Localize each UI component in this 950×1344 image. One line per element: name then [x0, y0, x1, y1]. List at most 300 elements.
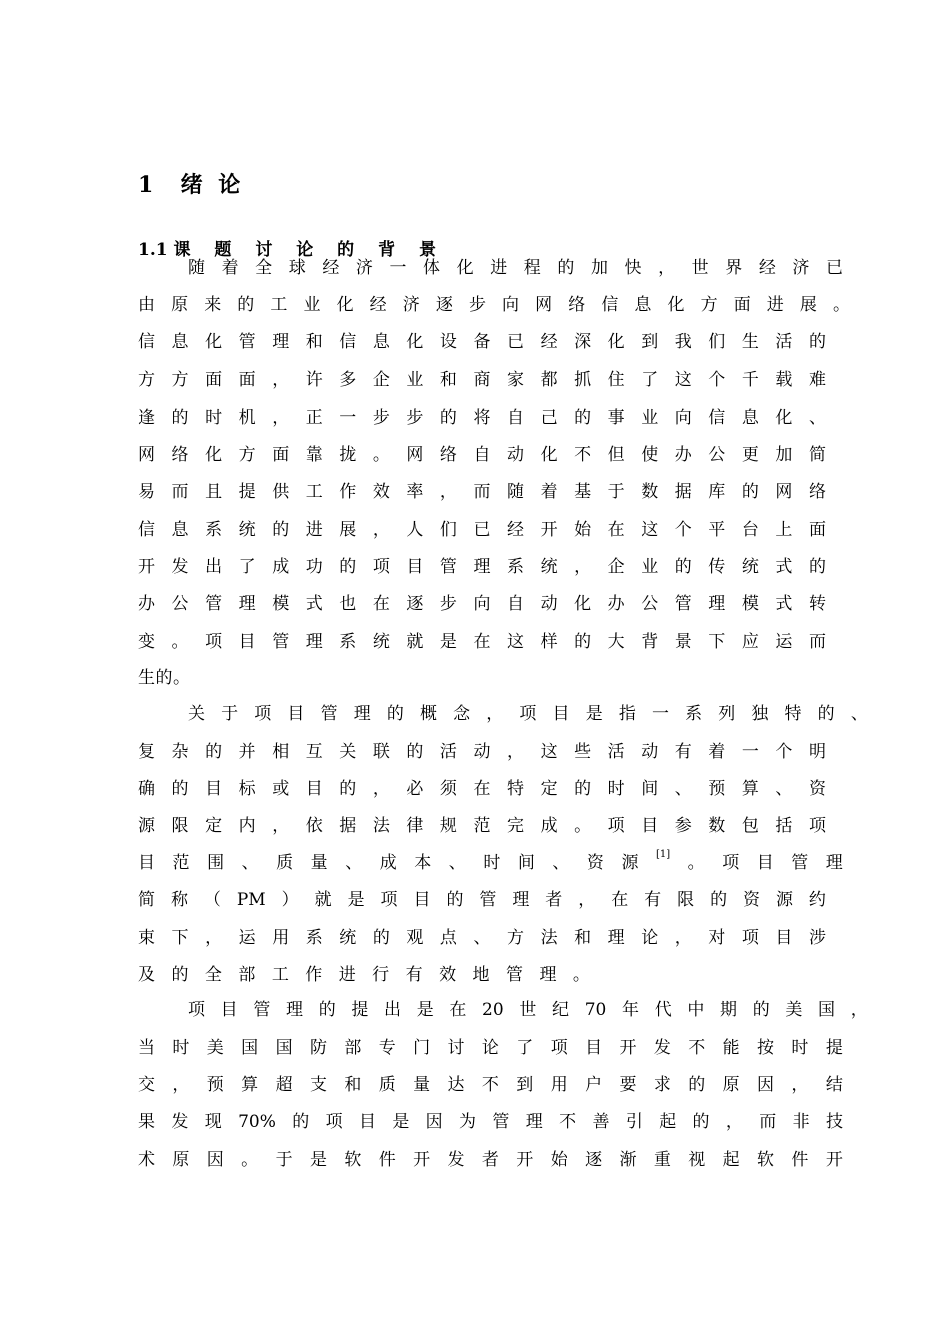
glyph: 有	[405, 965, 423, 985]
glyph: 目	[238, 632, 256, 652]
glyph: 是	[392, 1112, 410, 1132]
glyph: 、	[808, 408, 826, 428]
glyph: 景	[674, 632, 692, 652]
glyph: 管	[272, 632, 290, 652]
glyph: 依	[305, 816, 323, 836]
glyph: 进	[766, 295, 784, 315]
glyph: 中	[687, 1000, 705, 1020]
glyph: 、	[674, 779, 692, 799]
glyph: 且	[205, 482, 223, 502]
glyph: 信	[601, 295, 619, 315]
glyph: 国	[818, 1000, 836, 1020]
glyph: 下	[171, 928, 189, 948]
glyph: 杂	[171, 742, 189, 762]
glyph: 支	[309, 1075, 327, 1095]
glyph: 网	[535, 295, 553, 315]
glyph: 方	[138, 370, 155, 390]
glyph: ，	[272, 408, 290, 428]
glyph: 管	[439, 557, 457, 577]
glyph: 的	[155, 668, 173, 688]
glyph: 工	[270, 295, 288, 315]
glyph: 系	[339, 632, 357, 652]
glyph: 动	[473, 742, 491, 762]
glyph: 提	[825, 1038, 843, 1058]
glyph: 深	[574, 332, 592, 352]
glyph: 、	[448, 853, 466, 873]
glyph: 设	[439, 332, 457, 352]
glyph: 一	[339, 408, 357, 428]
glyph: ，	[574, 557, 592, 577]
glyph: 进	[338, 965, 356, 985]
glyph: 化	[406, 332, 424, 352]
glyph: 规	[439, 816, 457, 836]
glyph: 出	[205, 557, 223, 577]
glyph: ，	[439, 482, 457, 502]
glyph: 变	[138, 632, 155, 652]
glyph: 信	[138, 520, 155, 540]
glyph: 开	[825, 1150, 843, 1170]
text-line	[138, 848, 843, 878]
glyph: 于	[275, 1150, 293, 1170]
glyph: 网	[406, 445, 424, 465]
glyph: 管	[205, 594, 223, 614]
glyph: 理	[708, 594, 726, 614]
glyph: 方	[171, 370, 189, 390]
glyph: 进	[305, 520, 323, 540]
glyph: 量	[413, 1075, 431, 1095]
glyph: 化	[336, 295, 354, 315]
glyph: 而	[759, 1112, 777, 1132]
glyph: PM	[236, 890, 266, 910]
glyph: 始	[550, 1150, 568, 1170]
glyph: 目	[585, 1038, 603, 1058]
glyph: 用	[550, 1075, 568, 1095]
glyph: 供	[272, 482, 290, 502]
glyph: 据	[674, 482, 692, 502]
glyph: 目	[305, 779, 323, 799]
glyph: ，	[272, 816, 290, 836]
glyph: 是	[309, 1150, 327, 1170]
glyph: 户	[585, 1075, 603, 1095]
glyph: 工	[271, 965, 289, 985]
glyph: 是	[347, 890, 365, 910]
glyph: 面	[733, 295, 751, 315]
glyph: 理	[473, 557, 491, 577]
glyph: 方	[238, 445, 256, 465]
glyph: 管	[238, 332, 256, 352]
glyph: 关	[339, 742, 357, 762]
text-line	[138, 589, 826, 619]
glyph: 步	[439, 594, 457, 614]
glyph: 门	[413, 1038, 431, 1058]
glyph: 经	[322, 258, 340, 278]
glyph: 管	[253, 1000, 271, 1020]
glyph: 动	[540, 594, 558, 614]
glyph: 更	[741, 445, 759, 465]
glyph: 于	[221, 704, 239, 724]
glyph: 术	[138, 1150, 155, 1170]
glyph: 网	[775, 482, 793, 502]
glyph: 的	[386, 704, 404, 724]
glyph: 活	[607, 742, 625, 762]
glyph: 目	[205, 779, 223, 799]
text-line	[138, 923, 826, 953]
glyph: 向	[674, 408, 692, 428]
glyph: 用	[272, 928, 290, 948]
glyph: 目	[413, 890, 431, 910]
glyph: 率	[406, 482, 424, 502]
glyph: 拢	[339, 445, 357, 465]
glyph: 而	[171, 482, 189, 502]
glyph: 全	[204, 965, 222, 985]
glyph: 管	[791, 853, 809, 873]
glyph: 、	[473, 928, 491, 948]
glyph: 件	[378, 1150, 396, 1170]
glyph: 项	[741, 928, 759, 948]
glyph: 关	[188, 704, 205, 724]
glyph: 活	[439, 742, 457, 762]
glyph: 业	[303, 295, 321, 315]
glyph: 和	[305, 332, 323, 352]
glyph: 公	[708, 445, 726, 465]
text-line	[138, 440, 826, 470]
glyph: 来	[204, 295, 222, 315]
glyph: 在	[473, 779, 491, 799]
glyph: ，	[791, 1075, 809, 1095]
glyph: 有	[644, 890, 662, 910]
glyph: 目	[641, 816, 659, 836]
glyph: 企	[607, 557, 625, 577]
glyph: 家	[507, 370, 525, 390]
glyph: 背	[641, 632, 659, 652]
glyph: 世	[519, 1000, 537, 1020]
glyph: 。	[171, 632, 189, 652]
glyph: 的	[557, 258, 575, 278]
glyph: 包	[741, 816, 759, 836]
glyph: 参	[674, 816, 692, 836]
glyph: 点	[439, 928, 457, 948]
text-line	[138, 1107, 843, 1137]
glyph: 备	[473, 332, 491, 352]
glyph: 本	[414, 853, 432, 873]
glyph: 的	[692, 1112, 710, 1132]
glyph: 行	[372, 965, 390, 985]
glyph: 的	[741, 482, 759, 502]
glyph: 到	[516, 1075, 534, 1095]
glyph: 理	[607, 928, 625, 948]
glyph: 纪	[552, 1000, 570, 1020]
glyph: 交	[138, 1075, 155, 1095]
glyph: 随	[188, 258, 205, 278]
glyph: 目	[406, 557, 424, 577]
glyph: 人	[406, 520, 424, 540]
glyph: 随	[507, 482, 525, 502]
glyph: 们	[708, 332, 726, 352]
glyph: 内	[238, 816, 256, 836]
glyph: 。	[572, 965, 590, 985]
glyph: 化	[574, 594, 592, 614]
glyph: 自	[507, 594, 525, 614]
glyph: 围	[207, 853, 225, 873]
glyph: 式	[775, 594, 793, 614]
glyph: 结	[825, 1075, 843, 1095]
glyph: 式	[775, 557, 793, 577]
glyph: 的	[574, 779, 592, 799]
glyph: 质	[378, 1075, 396, 1095]
glyph: 代	[654, 1000, 672, 1020]
glyph: 及	[138, 965, 155, 985]
glyph: 程	[523, 258, 541, 278]
glyph: 念	[453, 704, 471, 724]
glyph: 是	[439, 632, 457, 652]
glyph: 定	[205, 816, 223, 836]
glyph: 将	[473, 408, 491, 428]
glyph: 项	[808, 816, 826, 836]
glyph: 的	[446, 890, 464, 910]
glyph: 一	[651, 704, 669, 724]
glyph: 了	[641, 370, 659, 390]
text-line	[138, 365, 826, 395]
glyph: 不	[559, 1112, 577, 1132]
glyph: 自	[473, 445, 491, 465]
glyph: 指	[618, 704, 636, 724]
glyph: 理	[305, 632, 323, 652]
glyph: 地	[472, 965, 490, 985]
glyph: 的	[237, 295, 255, 315]
text-line	[138, 774, 826, 804]
glyph: 论	[481, 1038, 499, 1058]
glyph: 。	[832, 295, 850, 315]
glyph: 超	[275, 1075, 293, 1095]
glyph: 重	[653, 1150, 671, 1170]
glyph: 目	[358, 1112, 376, 1132]
glyph: 多	[339, 370, 357, 390]
glyph: 化	[775, 408, 793, 428]
glyph: 。	[173, 668, 190, 688]
glyph: ，	[486, 704, 504, 724]
glyph: 项	[205, 632, 223, 652]
text-line	[138, 290, 850, 320]
glyph: 个	[708, 370, 726, 390]
glyph: ，	[725, 1112, 743, 1132]
glyph: 国	[241, 1038, 259, 1058]
glyph: 就	[314, 890, 332, 910]
glyph: 络	[439, 445, 457, 465]
glyph: 步	[372, 408, 390, 428]
glyph: 统	[540, 557, 558, 577]
glyph: 目	[220, 1000, 238, 1020]
glyph: 济	[355, 258, 373, 278]
glyph: 年	[622, 1000, 640, 1020]
glyph: 论	[641, 928, 659, 948]
glyph: 快	[624, 258, 642, 278]
glyph: 标	[238, 779, 256, 799]
glyph: 联	[372, 742, 390, 762]
glyph: 统	[238, 520, 256, 540]
glyph: 生	[741, 332, 759, 352]
glyph: 目	[138, 853, 155, 873]
glyph: 理	[353, 704, 371, 724]
glyph: 逢	[138, 408, 155, 428]
glyph: 效	[372, 482, 390, 502]
glyph: 全	[255, 258, 273, 278]
glyph: 达	[447, 1075, 465, 1095]
glyph: ）	[281, 890, 299, 910]
glyph: 络	[808, 482, 826, 502]
glyph: 技	[825, 1112, 843, 1132]
glyph: 着	[540, 482, 558, 502]
glyph: 管	[492, 1112, 510, 1132]
glyph: 简	[138, 890, 155, 910]
glyph: 提	[351, 1000, 369, 1020]
glyph: 办	[138, 594, 155, 614]
glyph: 资	[743, 890, 761, 910]
glyph: 、	[775, 779, 793, 799]
glyph: 时	[172, 1038, 190, 1058]
glyph: 发	[653, 1038, 671, 1058]
glyph: 模	[741, 594, 759, 614]
glyph: 开	[138, 557, 155, 577]
glyph: 的	[574, 408, 592, 428]
glyph: 生	[138, 668, 155, 688]
glyph: 的	[318, 1000, 336, 1020]
glyph: 作	[339, 482, 357, 502]
glyph: 的	[171, 965, 189, 985]
glyph: 方	[507, 928, 525, 948]
glyph: 管	[479, 890, 497, 910]
glyph: 的	[292, 1112, 310, 1132]
glyph: 成	[272, 557, 290, 577]
glyph: 部	[344, 1038, 362, 1058]
glyph: 原	[172, 1150, 190, 1170]
glyph: 化	[540, 445, 558, 465]
glyph: 始	[574, 520, 592, 540]
glyph: 的	[339, 779, 357, 799]
glyph: 原	[171, 295, 189, 315]
glyph: 列	[718, 704, 736, 724]
glyph: 项	[325, 1112, 343, 1132]
glyph: 这	[641, 520, 659, 540]
glyph: 球	[288, 258, 306, 278]
glyph: 理	[512, 890, 530, 910]
glyph: 抓	[574, 370, 592, 390]
glyph: 发	[171, 1112, 189, 1132]
glyph: 是	[585, 704, 603, 724]
glyph: 商	[473, 370, 491, 390]
glyph: 载	[775, 370, 793, 390]
glyph: 目	[287, 704, 305, 724]
glyph: 的	[171, 408, 189, 428]
glyph: 目	[552, 704, 570, 724]
glyph: 系	[205, 520, 223, 540]
glyph: 因	[425, 1112, 443, 1132]
glyph: 原	[722, 1075, 740, 1095]
glyph: 着	[708, 742, 726, 762]
glyph: 项	[380, 890, 398, 910]
glyph: 律	[406, 816, 424, 836]
glyph: 向	[502, 295, 520, 315]
glyph: 是	[416, 1000, 434, 1020]
glyph: 的	[272, 520, 290, 540]
glyph: 效	[439, 965, 457, 985]
glyph: 的	[205, 742, 223, 762]
glyph: 起	[722, 1150, 740, 1170]
glyph: 逐	[585, 1150, 603, 1170]
glyph: 机	[238, 408, 256, 428]
glyph: 信	[708, 408, 726, 428]
glyph: 按	[757, 1038, 775, 1058]
glyph: 理	[238, 594, 256, 614]
glyph: 求	[653, 1075, 671, 1095]
glyph: 应	[741, 632, 759, 652]
glyph: ，	[172, 1075, 190, 1095]
glyph: 办	[674, 445, 692, 465]
glyph: 这	[674, 370, 692, 390]
glyph: 库	[708, 482, 726, 502]
glyph: 法	[372, 816, 390, 836]
glyph: 项	[607, 816, 625, 836]
glyph: 这	[507, 632, 525, 652]
glyph: 观	[406, 928, 424, 948]
glyph: 互	[305, 742, 323, 762]
glyph: 使	[641, 445, 659, 465]
glyph: 能	[722, 1038, 740, 1058]
glyph: 要	[619, 1075, 637, 1095]
glyph: 算	[241, 1075, 259, 1095]
glyph: 发	[171, 557, 189, 577]
glyph: 称	[170, 890, 188, 910]
glyph: 的	[752, 1000, 770, 1020]
glyph: ，	[272, 370, 290, 390]
glyph: 项	[722, 853, 740, 873]
glyph: 明	[808, 742, 826, 762]
glyph: 成	[540, 816, 558, 836]
glyph: 的	[372, 928, 390, 948]
glyph: 网	[138, 445, 155, 465]
glyph: 善	[592, 1112, 610, 1132]
glyph: 不	[481, 1075, 499, 1095]
citation: [1]	[655, 849, 671, 860]
chapter-title: 1 绪 论	[138, 172, 245, 198]
glyph: 于	[607, 482, 625, 502]
glyph: 正	[305, 408, 323, 428]
glyph: 了	[238, 557, 256, 577]
glyph: 源	[775, 890, 793, 910]
glyph: 就	[406, 632, 424, 652]
glyph: 资	[808, 779, 826, 799]
glyph: 住	[607, 370, 625, 390]
glyph: 的	[574, 632, 592, 652]
glyph: 上	[775, 520, 793, 540]
text-line	[138, 1033, 843, 1063]
glyph: 在	[449, 1000, 467, 1020]
glyph: 公	[641, 594, 659, 614]
glyph: 70	[584, 1000, 607, 1020]
glyph: 系	[305, 928, 323, 948]
text-line	[138, 811, 826, 841]
glyph: ，	[658, 258, 676, 278]
glyph: 目	[756, 853, 774, 873]
glyph: 确	[138, 779, 155, 799]
glyph: 在	[372, 594, 390, 614]
glyph: 一	[741, 742, 759, 762]
glyph: 理	[286, 1000, 304, 1020]
glyph: 下	[708, 632, 726, 652]
glyph: 面	[272, 445, 290, 465]
glyph: 开	[516, 1150, 534, 1170]
glyph: 企	[372, 370, 390, 390]
glyph: 的	[808, 557, 826, 577]
